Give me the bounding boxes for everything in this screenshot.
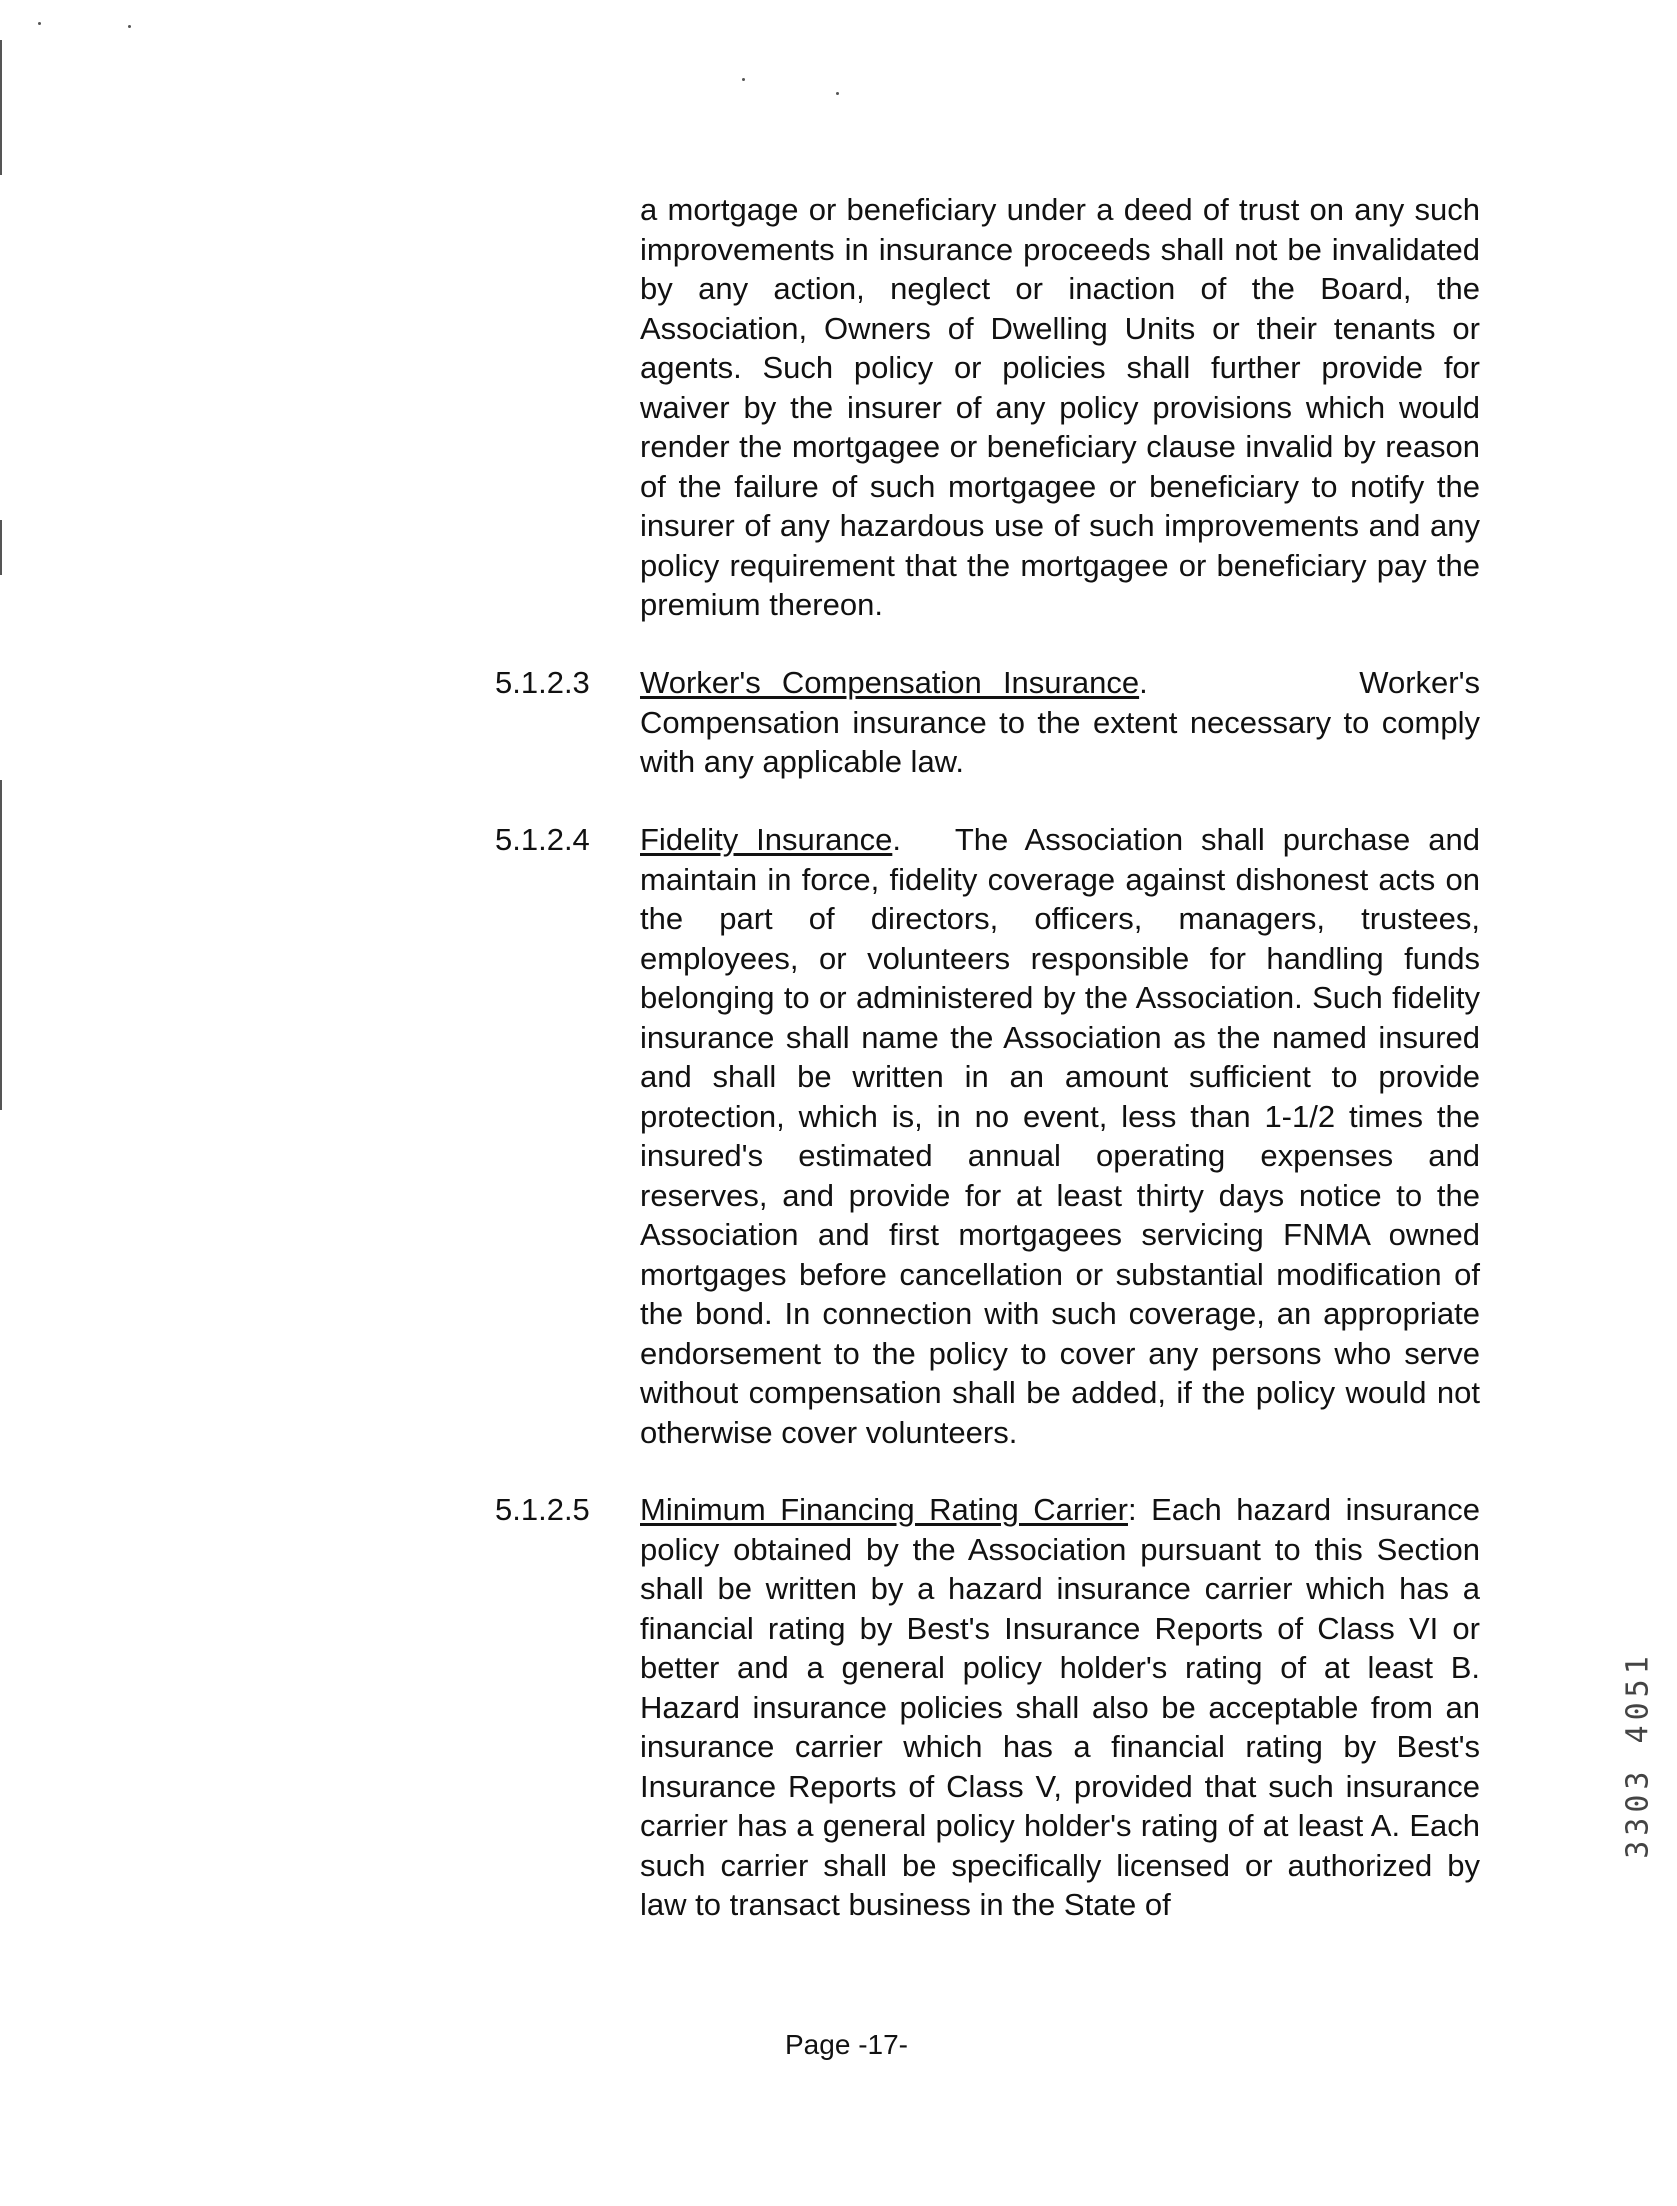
page-number-value: -17- bbox=[858, 2029, 908, 2060]
section-heading: Worker's Compensation Insurance bbox=[640, 665, 1140, 700]
section-heading: Minimum Financing Rating Carrier bbox=[640, 1492, 1128, 1527]
section-body bbox=[640, 1490, 1480, 1925]
section-heading: Fidelity Insurance bbox=[640, 822, 893, 857]
scan-speck bbox=[836, 92, 839, 95]
recording-stamp bbox=[1618, 1590, 1658, 1920]
scan-edge-mark bbox=[0, 780, 2, 1110]
heading-separator: . bbox=[1139, 665, 1148, 700]
scan-speck bbox=[742, 78, 745, 81]
continuation-paragraph bbox=[640, 190, 1480, 625]
section-text: The Association shall purchase and maintain in force, fidelity coverage against dishonest acts on the part of directors, officers, managers, trustees, employees, or volunteers responsible for handling funds belonging to or administered by the Association. Such fidelity insurance shall name the Association as the named insured and shall be written in an amount sufficient to provide protection, which is, in no event, less than 1-1/2 times the insured's estimated annual operating expenses and reserves, and provide for at least thirty days notice to the Association and first mortgagees servicing FNMA owned mortgages before cancellation or substantial modification of the bond. In connection with such coverage, an appropriate endorsement to the policy to cover any persons who serve without compensation shall be added, if the policy would not otherwise cover volunteers. bbox=[640, 822, 1480, 1450]
scan-speck bbox=[128, 25, 131, 28]
section-paragraph bbox=[640, 820, 1480, 1452]
page-number bbox=[0, 2028, 1677, 2062]
scan-edge-mark bbox=[0, 40, 2, 175]
section-number: 5.1.2.3 bbox=[495, 665, 590, 700]
section-body bbox=[640, 663, 1480, 782]
section-paragraph bbox=[640, 663, 1480, 782]
section-paragraph bbox=[640, 1490, 1480, 1925]
heading-separator: . bbox=[892, 822, 901, 857]
heading-separator: : bbox=[1127, 1492, 1137, 1527]
section-number: 5.1.2.5 bbox=[495, 1492, 590, 1527]
section-body bbox=[640, 820, 1480, 1452]
section-text: Each hazard insurance policy obtained by the Association pursuant to this Section shall be written by a hazard insurance carrier which has a financial rating by Best's Insurance Reports of Class VI or better and a general policy holder's rating of at least B. Hazard insurance policies shall also be acceptable from an insurance carrier which has a financial rating by Best's Insurance Reports of Class V, provided that such insurance carrier has a general policy holder's rating of at least A. Each such carrier shall be specifically licensed or authorized by law to transact business in the State of bbox=[640, 1492, 1480, 1922]
section-text: Worker's Compensation insurance to the extent necessary to comply with any applicable law. bbox=[640, 665, 1480, 779]
page-label: Page bbox=[785, 2029, 851, 2060]
recording-stamp-text: 3303 4051 bbox=[1620, 1651, 1656, 1859]
scan-speck bbox=[38, 22, 41, 25]
scan-edge-mark bbox=[0, 520, 2, 575]
continuation-text: a mortgage or beneficiary under a deed of trust on any such improvements in insurance proceeds shall not be invalidated by any action, neglect or inaction of the Board, the Association, Owners of Dwelling Units or their tenants or agents. Such policy or policies shall further provide for waiver by the insurer of any policy provisions which would render the mortgagee or beneficiary clause invalid by reason of the failure of such mortgagee or beneficiary to notify the insurer of any hazardous use of such improvements and any policy requirement that the mortgagee or beneficiary pay the premium thereon. bbox=[640, 192, 1480, 622]
section-number: 5.1.2.4 bbox=[495, 822, 590, 857]
